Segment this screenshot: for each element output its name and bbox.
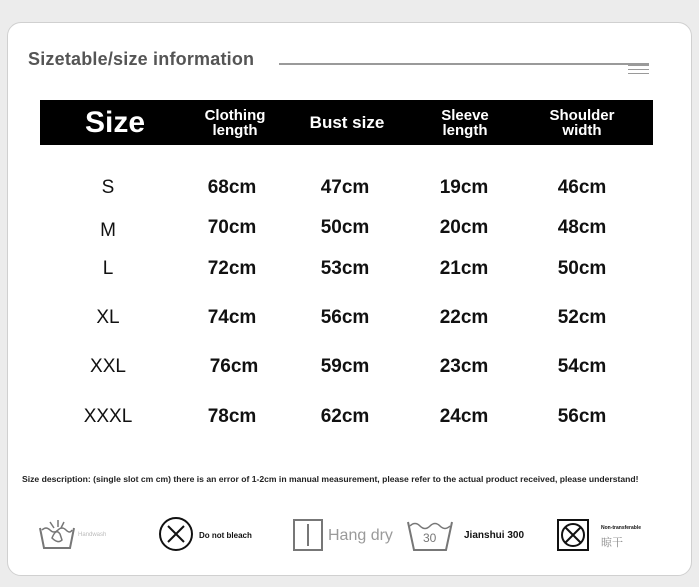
header-sleeve-length: Sleeve length	[441, 106, 489, 139]
wash-temp-label: 30	[423, 531, 437, 545]
size-cell: S	[101, 177, 115, 198]
tumble-dry-prohibited-icon	[556, 518, 590, 552]
sleeve-cell: 21cm	[439, 258, 489, 279]
hang-dry-icon	[292, 518, 324, 554]
menu-lines-icon	[628, 65, 649, 77]
shoulder-cell: 48cm	[557, 217, 607, 238]
do-not-bleach-label: Do not bleach	[199, 531, 252, 540]
bust-cell: 59cm	[320, 356, 370, 377]
bust-cell: 50cm	[320, 217, 370, 238]
table-header	[40, 100, 653, 145]
length-cell: 70cm	[207, 217, 257, 238]
sleeve-cell: 20cm	[439, 217, 489, 238]
shoulder-cell: 52cm	[557, 307, 607, 328]
title-divider	[279, 63, 649, 65]
table-row	[0, 303, 699, 333]
shoulder-cell: 50cm	[557, 258, 607, 279]
size-cell: XL	[96, 307, 120, 328]
header-size: Size	[84, 105, 146, 139]
care-handwash	[38, 512, 107, 556]
bust-cell: 62cm	[320, 406, 370, 427]
sleeve-cell: 23cm	[439, 356, 489, 377]
care-do-not-bleach	[158, 512, 268, 556]
shoulder-cell: 56cm	[557, 406, 607, 427]
table-row	[0, 402, 699, 432]
header-bust-size: Bust size	[309, 113, 385, 132]
size-description-note: Size description: (single slot cm cm) there is an error of 1-2cm in manual measurement, please refer to the actual product received, please understand!	[22, 474, 639, 484]
handwash-icon	[38, 516, 76, 552]
sleeve-cell: 19cm	[439, 177, 489, 198]
size-cell: XXXL	[83, 406, 133, 427]
size-cell: L	[102, 258, 114, 279]
length-cell: 68cm	[207, 177, 257, 198]
shoulder-cell: 54cm	[557, 356, 607, 377]
bust-cell: 53cm	[320, 258, 370, 279]
sleeve-cell: 22cm	[439, 307, 489, 328]
do-not-bleach-icon	[158, 516, 194, 552]
sleeve-cell: 24cm	[439, 406, 489, 427]
page-title: Sizetable/size information	[28, 49, 255, 69]
care-wash-30	[406, 512, 536, 556]
jianshui-label: Jianshui 300	[464, 530, 525, 541]
bust-cell: 47cm	[320, 177, 370, 198]
care-hang-dry	[292, 512, 402, 556]
bust-cell: 56cm	[320, 307, 370, 328]
hang-dry-label: Hang dry	[328, 527, 393, 544]
non-transferable-label: Non-transferable	[601, 525, 642, 531]
non-transferable-cn-label: 晾干	[601, 537, 623, 549]
length-cell: 78cm	[207, 406, 257, 427]
length-cell: 76cm	[209, 356, 259, 377]
handwash-label: Handwash	[78, 532, 107, 538]
care-non-transferable	[556, 512, 656, 556]
header-clothing-length: Clothing length	[204, 106, 266, 139]
shoulder-cell: 46cm	[557, 177, 607, 198]
table-row	[0, 352, 699, 382]
length-cell: 74cm	[207, 307, 257, 328]
size-cell: XXL	[90, 356, 126, 377]
table-row	[0, 254, 699, 284]
table-row	[0, 213, 699, 243]
length-cell: 72cm	[207, 258, 257, 279]
size-cell: M	[100, 220, 116, 241]
header-shoulder-width: Shoulder width	[549, 106, 615, 139]
table-row	[0, 173, 699, 203]
